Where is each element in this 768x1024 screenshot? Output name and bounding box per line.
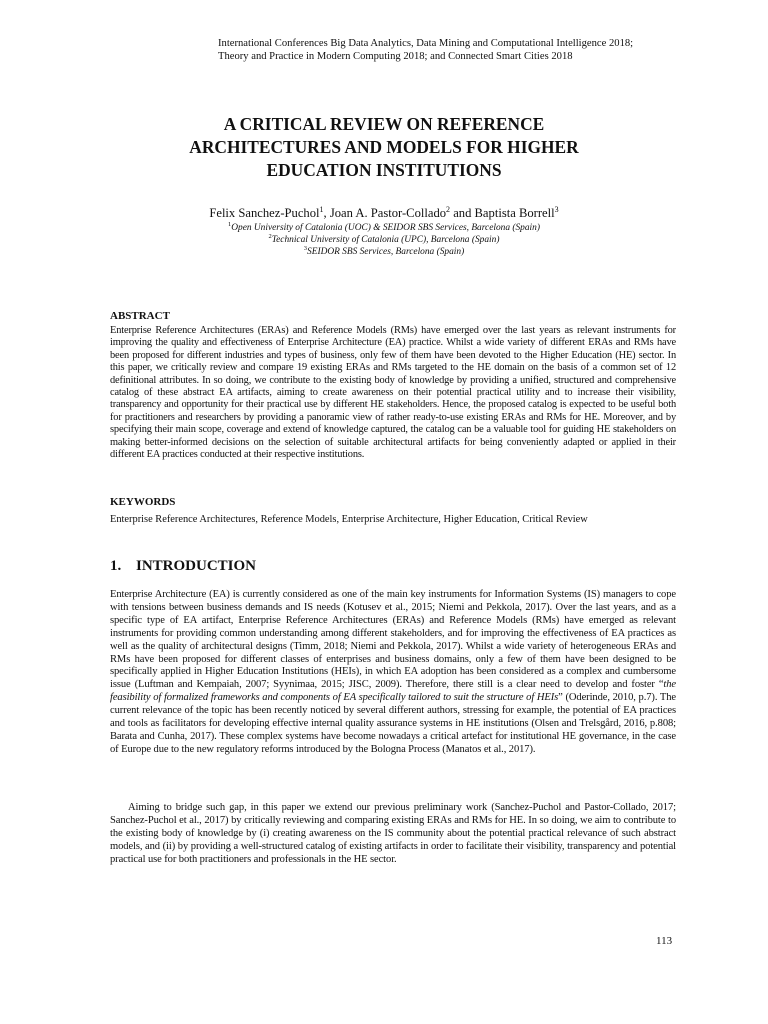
section-number: 1.	[110, 558, 122, 574]
paragraph-text: ” (Oderinde, 2010, p.7). The current relevance of the topic has been recently noticed by several different authors, stressing for example, the potential of EA practices and tools as facilitators for developing effective internal quality assurance systems in HE institutions (Olsen and Trelsgård, 2016, p.808; Barata and Cunha, 2017). These complex systems have become nowadays a critical artefact for institutional HE governance, in the case of Europe due to the new regulatory reforms introduced by the Bologna Process (Manatos et al., 2017).	[110, 692, 676, 755]
paper-title-line-2: ARCHITECTURES AND MODELS FOR HIGHER	[189, 137, 579, 157]
author-separator: ,	[323, 206, 330, 220]
section-title: INTRODUCTION	[136, 558, 257, 574]
quoted-text: the feasibility of formalized frameworks and components of EA specifically tailored to suit the structure of HEIs	[110, 679, 676, 704]
paper-title-line-1: A CRITICAL REVIEW ON REFERENCE	[223, 114, 545, 134]
affiliation-mark: 1	[228, 220, 232, 228]
affiliation	[100, 220, 668, 234]
affiliation	[100, 232, 668, 246]
running-header-line-1: International Conferences Big Data Analytics, Data Mining and Computational Intelligence 2018;	[218, 38, 634, 49]
author-affiliation-mark: 2	[446, 204, 451, 214]
paragraph-text: Enterprise Architecture (EA) is currently considered as one of the main key instruments for Information Systems (IS) managers to cope with tensions between business demands and IS needs (Kotusev et al., 2015; Niemi and Pekkola, 2017). Over the last years, and as a specific type of EA artifact, Enterprise Reference Architectures (ERAs) and Reference Models (RMs) have emerged as relevant instruments for providing common understanding among different stakeholders, and for improving the effectiveness of EA practices as well as the quality of architectural designs (Timm, 2018; Niemi and Pekkola, 2017). Whilst a wide variety of heterogeneous ERAs and RMs have been proposed for different classes of enterprises and business domains, only a few of them have been designed to be specifically applied in Higher Education Institutions (HEIs), in which EA adoption has been considered as a complex and cumbersome issue (Luftman and Kempaiah, 2007; Syynimaa, 2015; JISC, 2009). Therefore, there still is a clear need to develop and foster “	[110, 589, 676, 691]
abstract-heading: ABSTRACT	[110, 310, 170, 322]
page-number: 113	[656, 935, 673, 947]
paper-title	[120, 113, 648, 182]
affiliation-mark: 3	[303, 244, 308, 252]
author-affiliation-mark: 3	[554, 204, 559, 214]
affiliation-text: Open University of Catalonia (UOC) & SEIDOR SBS Services, Barcelona (Spain)	[231, 223, 540, 233]
abstract-text: Enterprise Reference Architectures (ERAs) and Reference Models (RMs) have emerged over the last years as relevant instruments for improving the quality and effectiveness of Enterprise Architecture (EA) practice. Whilst a wide variety of different ERAs and RMs have been proposed for different industries and types of business, only few of them have been devoted to the Higher Education (HE) sector. In this paper, we critically review and compare 19 existing ERAs and RMs targeted to the HE domain on the basis of a common set of 12 definitional attributes. In so doing, we contribute to the existing body of knowledge by providing a unified, structured and comprehensive catalog of these abstract EA artifacts, aiming to create awareness on their potential practical utility and to increase their visibility, transparency and opportunity for their practical use by different HE stakeholders. Hence, the proposed catalog is expected to be useful both for practitioners and researchers by providing a panoramic view of rather ready-to-use existing ERAs and RMs for HE. Moreover, and by specifying their main scope, coverage and extend of knowledge captured, the catalog can be a valuable tool for guiding HE stakeholders on making better-informed decisions on the selection of suitable architectural artifacts for being conveniently adapted or applied in their different EA practices conducted at their respective institutions.	[110, 325, 676, 461]
keywords-text: Enterprise Reference Architectures, Reference Models, Enterprise Architecture, Higher Education, Critical Review	[110, 514, 588, 525]
affiliation-mark: 2	[268, 232, 272, 240]
author-affiliation-mark: 1	[319, 204, 324, 214]
affiliation-text: Technical University of Catalonia (UPC), Barcelona (Spain)	[271, 235, 500, 245]
author-name: Joan A. Pastor-Collado	[329, 206, 447, 220]
author-separator: and	[450, 206, 475, 220]
introduction-heading	[110, 557, 256, 575]
author-name: Baptista Borrell	[474, 206, 555, 220]
paper-title-line-3: EDUCATION INSTITUTIONS	[266, 160, 502, 180]
introduction-paragraph-2: Aiming to bridge such gap, in this paper we extend our previous preliminary work (Sanchez-Puchol and Pastor-Collado, 2017; Sanchez-Puchol et al., 2017) by critically reviewing and comparing existing ERAs and RMs for HE. In so doing, we aim to contribute to the existing body of knowledge by (i) creating awareness on the IS community about the potential practical relevance of such abstract models, and (ii) by providing a well-structured catalog of existing artifacts in order to facilitate their visibility, transparency and potential practical use for both practitioners and professionals in the HE sector.	[110, 802, 676, 865]
keywords-heading: KEYWORDS	[110, 496, 176, 508]
affiliation	[100, 244, 668, 258]
running-header-line-2: Theory and Practice in Modern Computing 2018; and Connected Smart Cities 2018	[218, 51, 573, 62]
introduction-paragraph-1	[110, 589, 676, 757]
running-header	[218, 37, 738, 63]
author-name: Felix Sanchez-Puchol	[209, 206, 320, 220]
author-list	[100, 206, 668, 221]
affiliation-text: SEIDOR SBS Services, Barcelona (Spain)	[307, 247, 465, 257]
